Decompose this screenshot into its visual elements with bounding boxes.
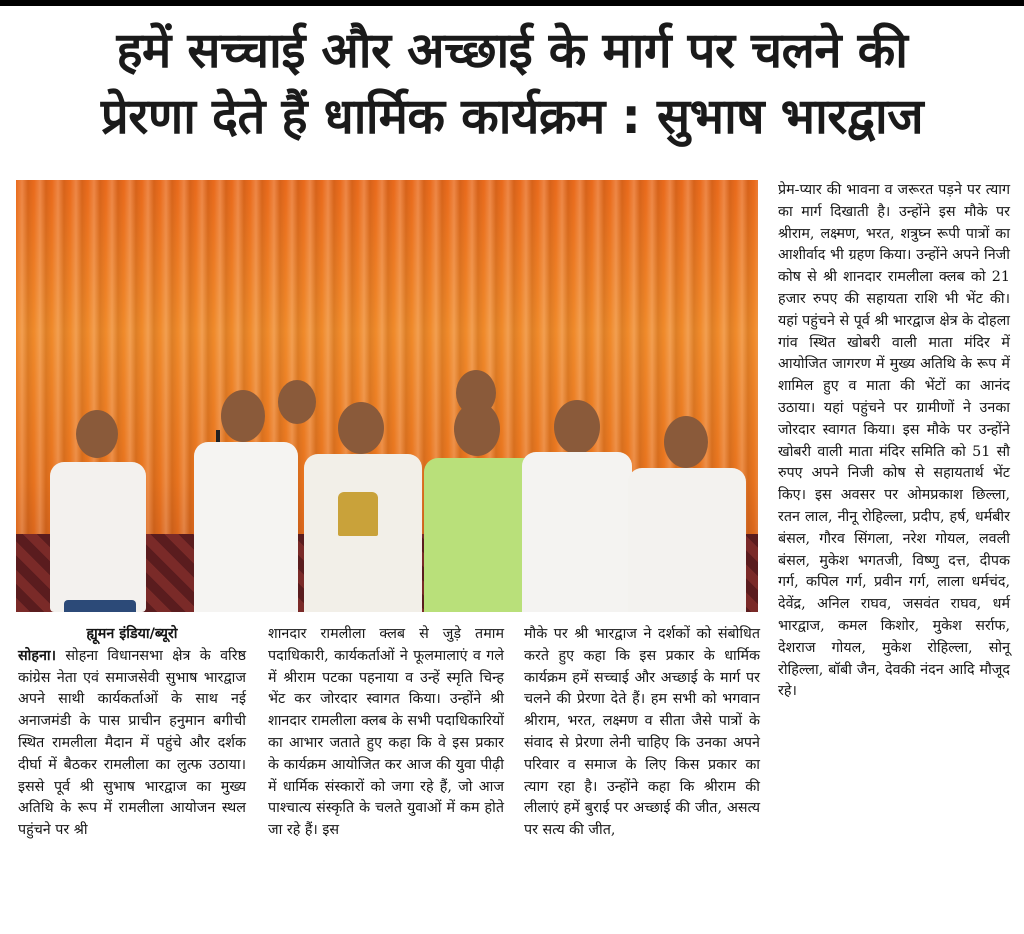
article-column-1: [18, 624, 246, 842]
col1-text: सोहना विधानसभा क्षेत्र के वरिष्ठ कांग्रेस नेता एवं समाजसेवी सुभाष भारद्वाज अपने साथी कार्यकर्ताओं के साथ नई अनाजमंडी के पास प्राचीन हनुमान बगीची स्थित रामलीला मैदान में पहुंचे और दर्शक दीर्घा में बैठकर रामलीला का लुत्फ उठाया। इससे पूर्व श्री सुभाष भारद्वाज का मुख्य अतिथि के रूप में रामलीला आयोजन स्थल पहुंचने पर श्री: [18, 647, 246, 839]
headline-line-1: हमें सच्चाई और अच्छाई के मार्ग पर चलने की: [116, 22, 908, 79]
article-column-2: [268, 624, 504, 842]
dateline: सोहना।: [18, 647, 57, 664]
event-photo: [16, 180, 758, 612]
col4-text: प्रेम-प्यार की भावना व जरूरत पड़ने पर त्याग का मार्ग दिखाती है। उन्होंने इस मौके पर श्रीराम, लक्ष्मण, भरत, शत्रुघ्न रूपी पात्रों का आशीर्वाद भी ग्रहण किया। उन्होंने अपने निजी कोष से श्री शानदार रामलीला क्लब को 21 हजार रुपए की सहायता राशि भी भेंट की। यहां पहुंचने से पूर्व श्री भारद्वाज क्षेत्र के दोहला गांव स्थित खोबरी वाली माता मंदिर में आयोजित जागरण में मुख्य अतिथि के रूप में शामिल हुए व माता की भेंटों का आनंद उठाया। यहां पहुंचने पर ग्रामीणों ने उनका जोरदार स्वागत किया। इस मौके पर उन्होंने खोबरी वाली माता मंदिर समिति को 51 सौ रुपए अपने निजी कोष से सहायतार्थ भेंट किए। इस अवसर पर ओमप्रकाश छिल्ला, रतन लाल, नीनू रोहिल्ला, प्रदीप, हर्ष, धर्मबीर बंसल, गौरव सिंगला, नरेश गोयल, लवली बंसल, मुकेश भगतजी, विष्णु दत्त, दीपक गर्ग, कपिल गर्ग, प्रवीन गर्ग, लाला धर्मचंद, देवेंद्र, अनिल राघव, जसवंत राघव, धर्म भारद्वाज, कमल किशोर, मुकेश सर्राफ, देशराज गोयल, मुकेश रोहिल्ला, सोनू रोहिल्ला, बॉबी जैन, देवकी नंदन आदि मौजूद रहे।: [778, 182, 1010, 700]
byline: ह्यूमन इंडिया/ब्यूरो: [86, 626, 178, 642]
top-rule: [0, 0, 1024, 6]
headline: [0, 18, 1024, 150]
headline-line-2: प्रेरणा देते हैं धार्मिक कार्यक्रम : सुभाष भारद्वाज: [100, 88, 924, 145]
trophy: [338, 492, 378, 536]
col2-text: शानदार रामलीला क्लब से जुड़े तमाम पदाधिकारी, कार्यकर्ताओं ने फूलमालाएं व गले में श्रीराम पटका पहनाया व उन्हें स्मृति चिन्ह भेंट कर जोरदार स्वागत किया। उन्होंने श्री शानदार रामलीला क्लब के सभी पदाधिकारियों का आभार जताते हुए कहा कि वे इस प्रकार के कार्यक्रम आयोजित कर आज की युवा पीढ़ी में धार्मिक संस्कारों को जगा रहे हैं, जो आज पाश्चात्य संस्कृति के चलते युवाओं में कम होते जा रहे हैं। इस: [268, 626, 504, 839]
col3-text: मौके पर श्री भारद्वाज ने दर्शकों को संबोधित करते हुए कहा कि इस प्रकार के धार्मिक कार्यक्रम हमें सच्चाई और अच्छाई के मार्ग पर चलने की प्रेरणा देते हैं। हम सभी को भगवान श्रीराम, भरत, लक्ष्मण व सीता जैसे पात्रों के संवाद से प्रेरणा लेनी चाहिए कि उनका अपने परिवार व समाज के लिए किस प्रकार का त्याग रहा है। उन्होंने कहा कि श्रीराम की लीलाएं हमें बुराई पर अच्छाई की जीत, असत्य पर सत्य की जीत,: [524, 626, 760, 839]
article-column-3: [524, 624, 760, 842]
article-column-4: [778, 180, 1010, 703]
col1-paragraph: [18, 646, 246, 842]
